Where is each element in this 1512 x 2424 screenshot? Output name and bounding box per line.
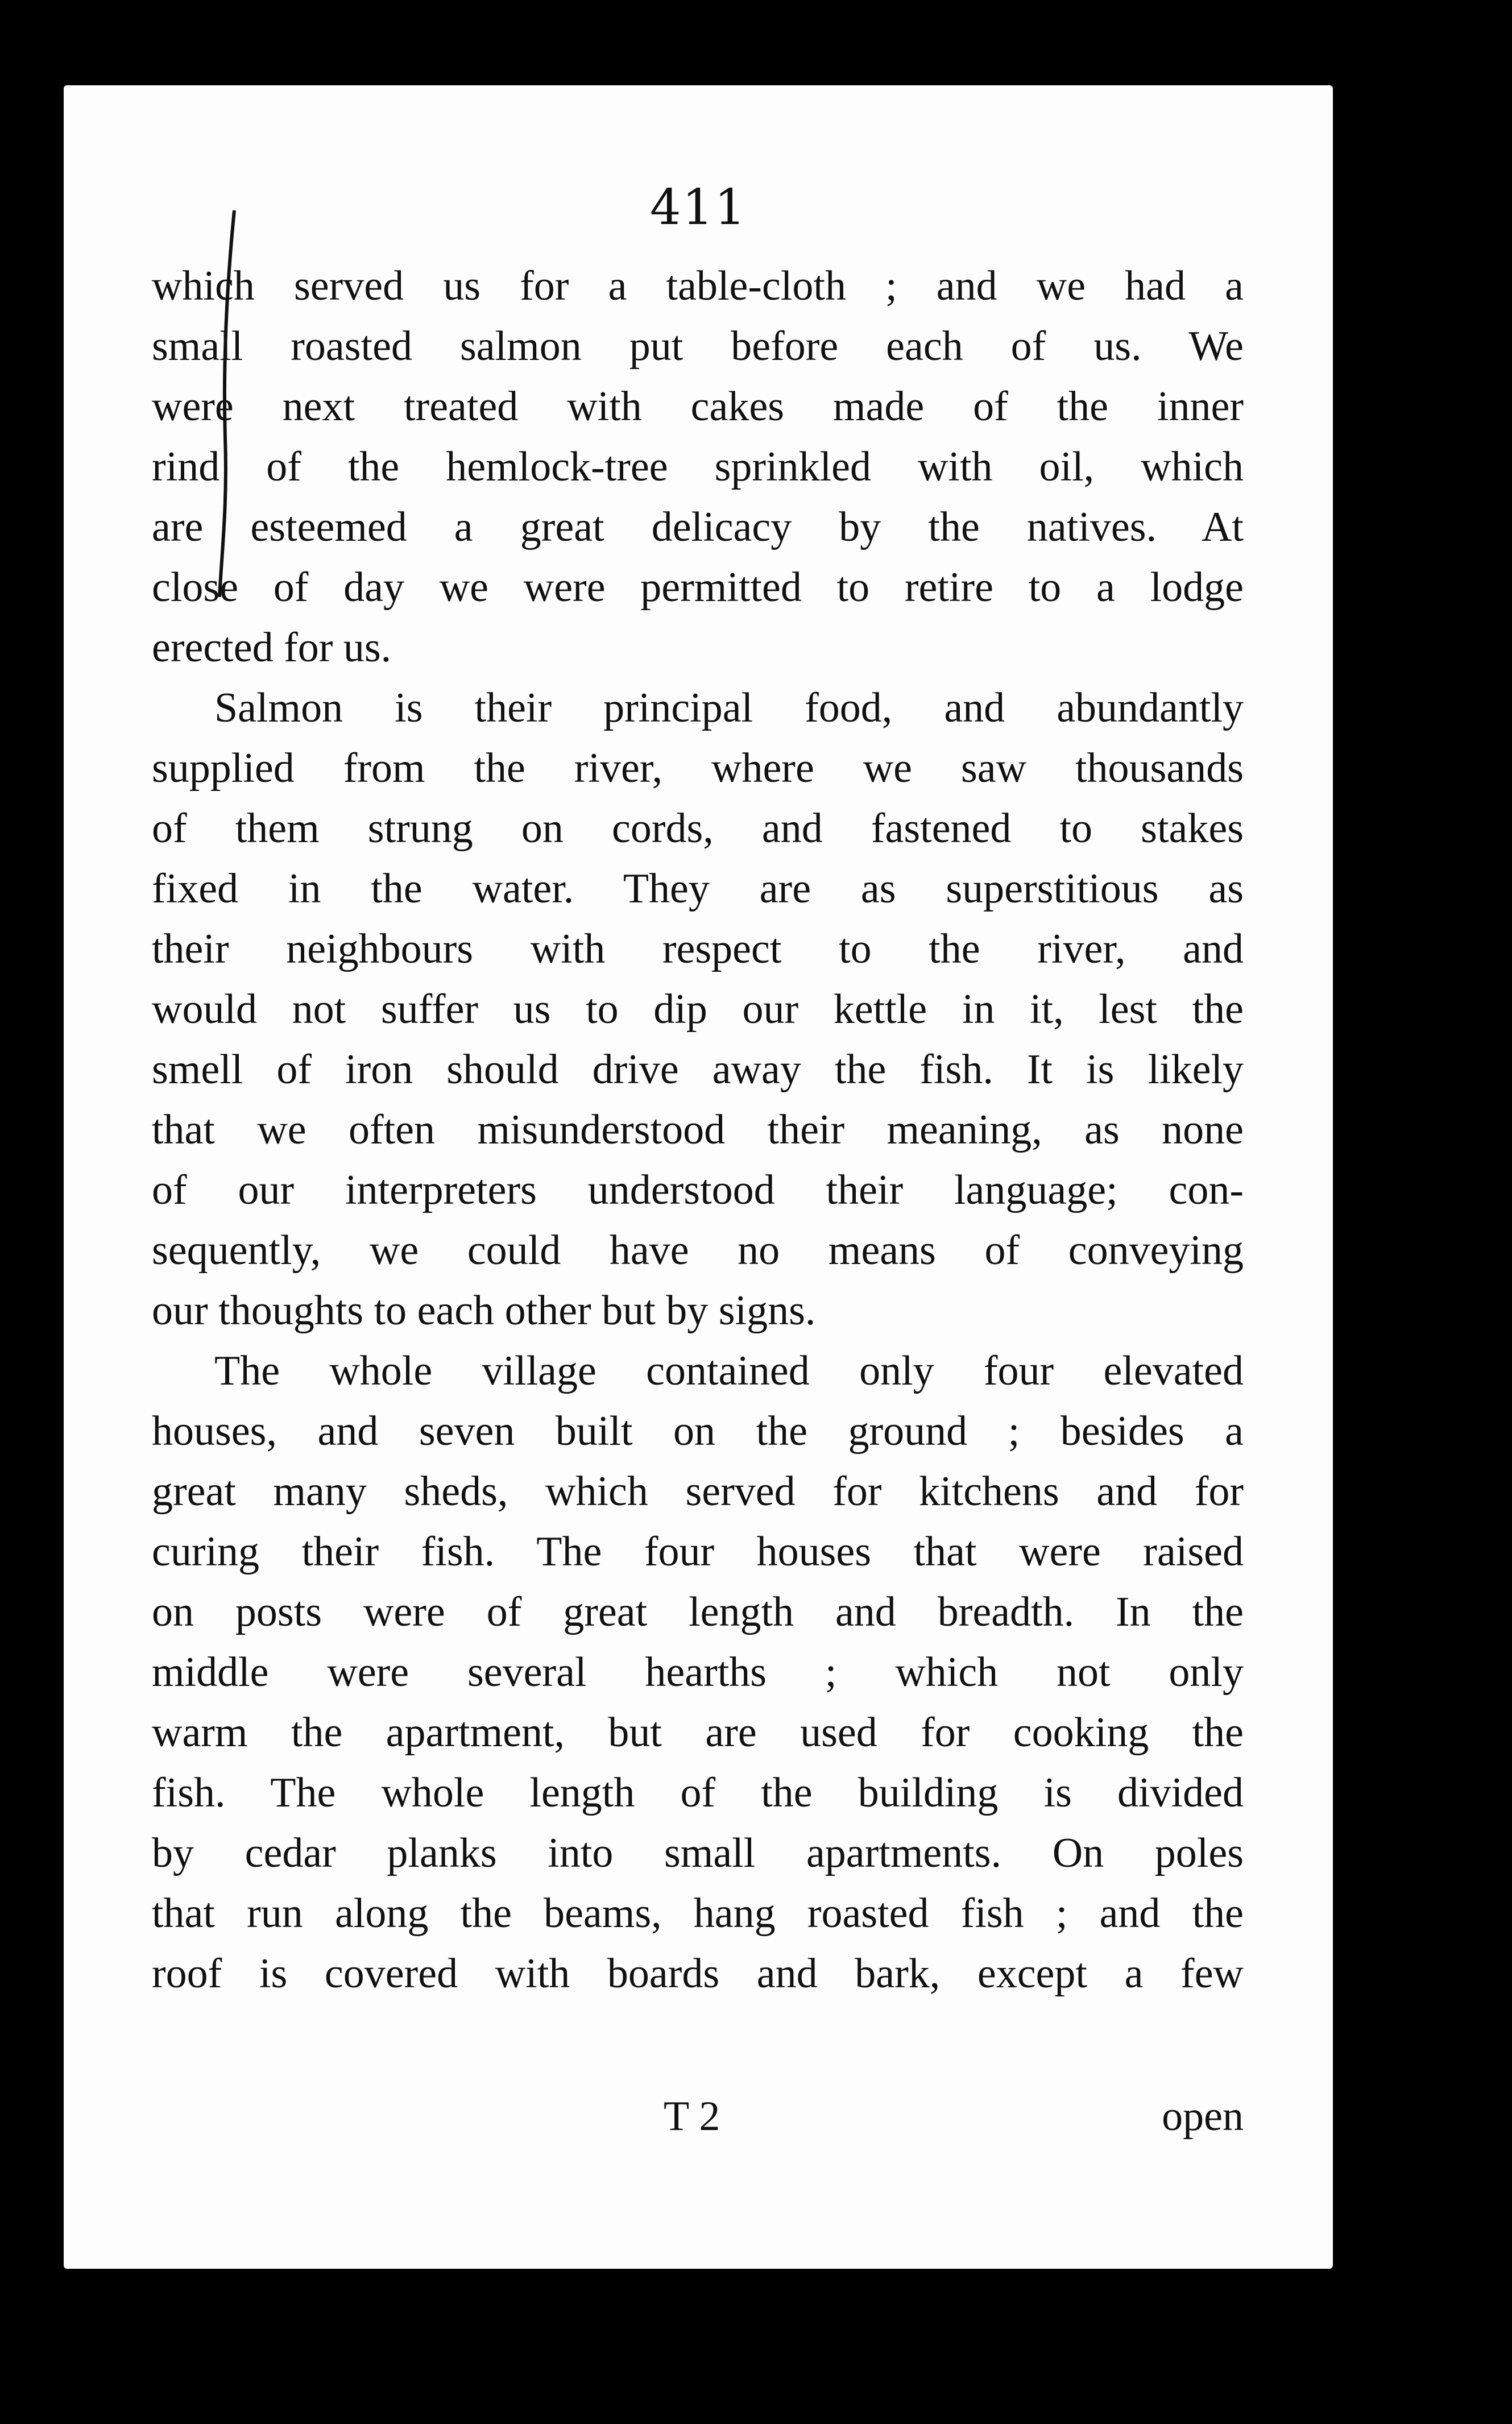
- text-line: by cedar planks into small apartments. On poles: [152, 1830, 1244, 1876]
- paragraph: [152, 678, 1244, 1341]
- text-line: on posts were of great length and breadth. In the: [152, 1589, 1244, 1635]
- text-line: were next treated with cakes made of the inner: [152, 383, 1244, 430]
- page-footer: [152, 2092, 1244, 2155]
- text-line: that we often misunderstood their meaning, as none: [152, 1107, 1244, 1153]
- text-line: that run along the beams, hang roasted fish ; and the: [152, 1890, 1244, 1937]
- text-line: our thoughts to each other but by signs.: [152, 1287, 816, 1334]
- paragraph: [152, 1341, 1244, 2004]
- text-line: smell of iron should drive away the fish. It is likely: [152, 1046, 1244, 1093]
- page-number: 411: [649, 179, 747, 236]
- text-line: The whole village contained only four elevated: [214, 1348, 1244, 1394]
- text-line: supplied from the river, where we saw thousands: [152, 745, 1244, 792]
- text-line: fish. The whole length of the building is divided: [152, 1770, 1244, 1816]
- text-line: are esteemed a great delicacy by the natives. At: [152, 504, 1244, 550]
- text-line: warm the apartment, but are used for cooking the: [152, 1709, 1244, 1756]
- text-line: rind of the hemlock-tree sprinkled with oil, which: [152, 444, 1244, 490]
- text-line: fixed in the water. They are as superstitious as: [152, 865, 1244, 912]
- body-text: [152, 256, 1244, 2004]
- text-line: great many sheds, which served for kitchens and for: [152, 1468, 1244, 1515]
- text-line: small roasted salmon put before each of us. We: [152, 323, 1244, 370]
- text-line: of our interpreters understood their language; con-: [152, 1167, 1244, 1213]
- text-line: houses, and seven built on the ground ; besides a: [152, 1408, 1244, 1455]
- text-line: which served us for a table-cloth ; and we had a: [152, 263, 1244, 309]
- paragraph: [152, 256, 1244, 678]
- text-line: their neighbours with respect to the river, and: [152, 926, 1244, 972]
- text-line: middle were several hearths ; which not only: [152, 1649, 1244, 1696]
- text-line: roof is covered with boards and bark, except a few: [152, 1950, 1244, 1997]
- text-line: of them strung on cords, and fastened to stakes: [152, 805, 1244, 852]
- text-line: would not suffer us to dip our kettle in it, lest the: [152, 986, 1244, 1033]
- text-line: curing their fish. The four houses that were raised: [152, 1528, 1244, 1575]
- catchword: open: [1162, 2093, 1244, 2140]
- text-line: erected for us.: [152, 624, 392, 671]
- signature-mark: T 2: [664, 2093, 720, 2140]
- text-line: close of day we were permitted to retire to a lodge: [152, 564, 1244, 611]
- text-line: sequently, we could have no means of conveying: [152, 1227, 1244, 1274]
- text-line: Salmon is their principal food, and abundantly: [214, 685, 1244, 731]
- book-page: [64, 85, 1333, 2269]
